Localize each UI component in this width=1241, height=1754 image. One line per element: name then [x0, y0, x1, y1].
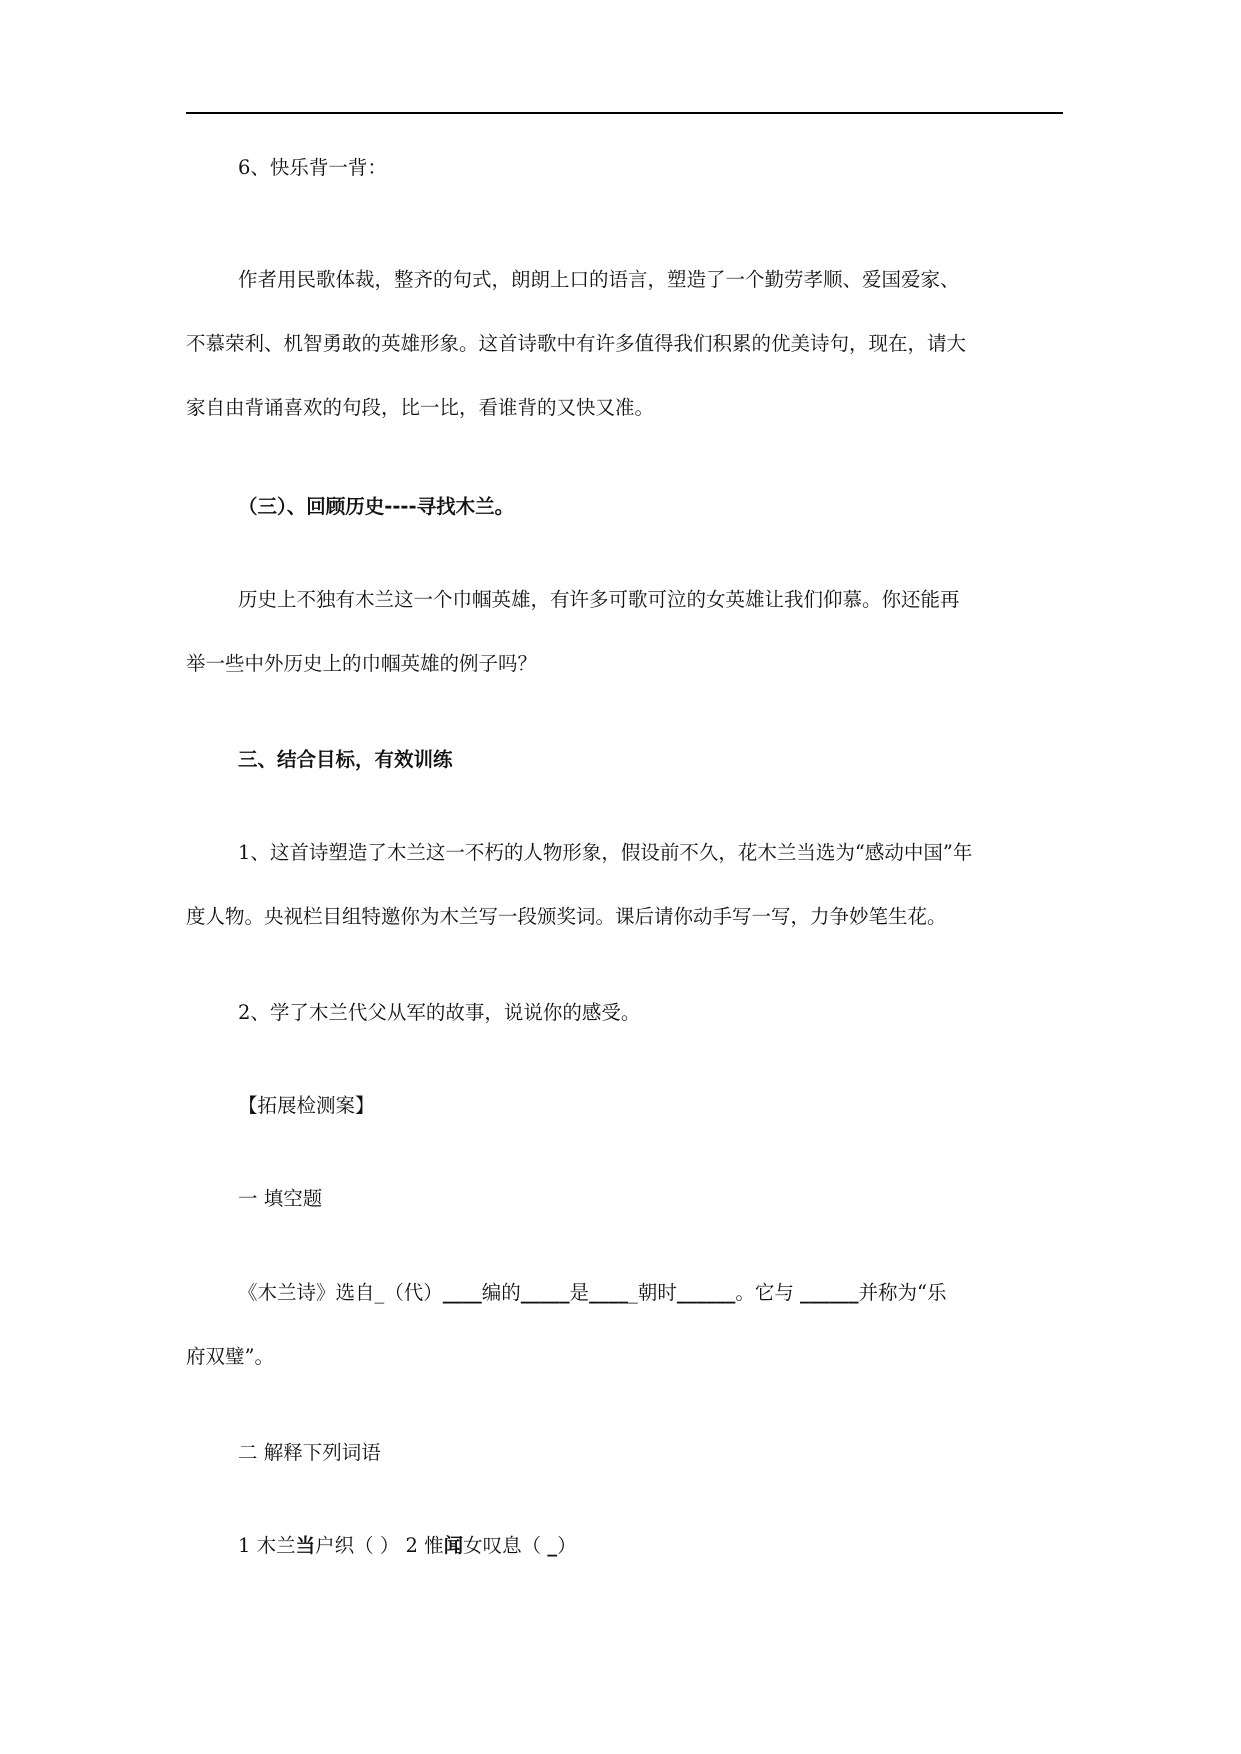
fill-blank-line-1: 《木兰诗》选自_（代）____编的_____是_____朝时______。它与 ______并称为“乐 [238, 1281, 947, 1304]
explain-line: 1 木兰当户织（ ） 2 惟闻女叹息（ _） [238, 1534, 577, 1557]
header-rule [186, 112, 1063, 114]
